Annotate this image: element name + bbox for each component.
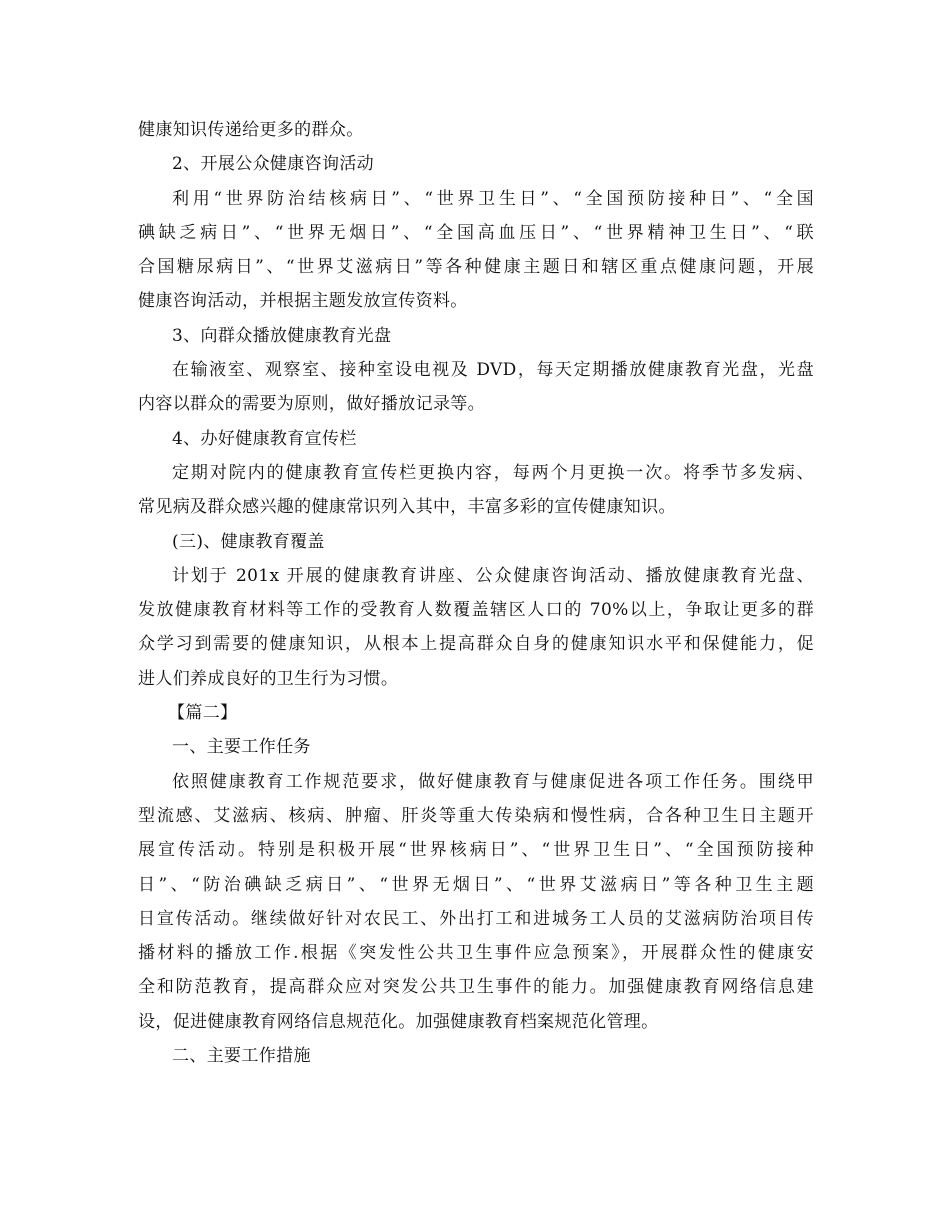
section-heading: 2、开展公众健康咨询活动 xyxy=(172,154,375,175)
paragraph-line: 碘缺乏病日”、“世界无烟日”、“全国高血压日”、“世界精神卫生日”、“联 xyxy=(138,222,814,243)
paragraph-line: 计划于 201x 开展的健康教育讲座、公众健康咨询活动、播放健康教育光盘、 xyxy=(172,565,814,586)
section-heading: 3、向群众播放健康教育光盘 xyxy=(172,325,392,346)
section-heading: 【篇二】 xyxy=(168,703,238,724)
paragraph-line: 在输液室、观察室、接种室设电视及 DVD，每天定期播放健康教育光盘，光盘 xyxy=(172,360,814,381)
paragraph-line: 利用“世界防治结核病日”、“世界卫生日”、“全国预防接种日”、“全国 xyxy=(172,188,814,209)
section-heading: (三)、健康教育覆盖 xyxy=(172,531,325,552)
section-heading: 二、主要工作措施 xyxy=(172,1046,311,1067)
paragraph-line: 众学习到需要的健康知识，从根本上提高群众自身的健康知识水平和保健能力，促 xyxy=(138,634,814,655)
paragraph-line: 日”、“防治碘缺乏病日”、“世界无烟日”、“世界艾滋病日”等各种卫生主题 xyxy=(138,874,814,895)
paragraph-line: 全和防范教育，提高群众应对突发公共卫生事件的能力。加强健康教育网络信息建 xyxy=(138,977,814,998)
paragraph-line: 日宣传活动。继续做好针对农民工、外出打工和进城务工人员的艾滋病防治项目传 xyxy=(138,908,814,929)
document-page xyxy=(138,113,814,1073)
paragraph-line: 健康知识传递给更多的群众。 xyxy=(138,120,364,140)
paragraph-line: 常见病及群众感兴趣的健康常识列入其中，丰富多彩的宣传健康知识。 xyxy=(138,497,676,518)
paragraph-line: 展宣传活动。特别是积极开展“世界核病日”、“世界卫生日”、“全国预防接种 xyxy=(138,840,814,861)
paragraph-line: 设，促进健康教育网络信息规范化。加强健康教育档案规范化管理。 xyxy=(138,1011,659,1032)
paragraph-line: 内容以群众的需要为原则，做好播放记录等。 xyxy=(138,394,485,415)
paragraph-line: 进人们养成良好的卫生行为习惯。 xyxy=(138,668,399,689)
paragraph-line: 依照健康教育工作规范要求，做好健康教育与健康促进各项工作任务。围绕甲 xyxy=(172,771,814,792)
paragraph-line: 播材料的播放工作.根据《突发性公共卫生事件应急预案》，开展群众性的健康安 xyxy=(138,943,814,964)
paragraph-line: 型流感、艾滋病、核病、肿瘤、肝炎等重大传染病和慢性病，合各种卫生日主题开 xyxy=(138,805,814,826)
paragraph-line: 健康咨询活动，并根据主题发放宣传资料。 xyxy=(138,291,468,312)
section-heading: 一、主要工作任务 xyxy=(172,737,311,758)
paragraph-line: 合国糖尿病日”、“世界艾滋病日”等各种健康主题日和辖区重点健康问题，开展 xyxy=(138,257,814,278)
paragraph-line: 定期对院内的健康教育宣传栏更换内容，每两个月更换一次。将季节多发病、 xyxy=(172,462,814,483)
section-heading: 4、办好健康教育宣传栏 xyxy=(172,428,357,449)
paragraph-line: 发放健康教育材料等工作的受教育人数覆盖辖区人口的 70%以上，争取让更多的群 xyxy=(138,600,814,621)
